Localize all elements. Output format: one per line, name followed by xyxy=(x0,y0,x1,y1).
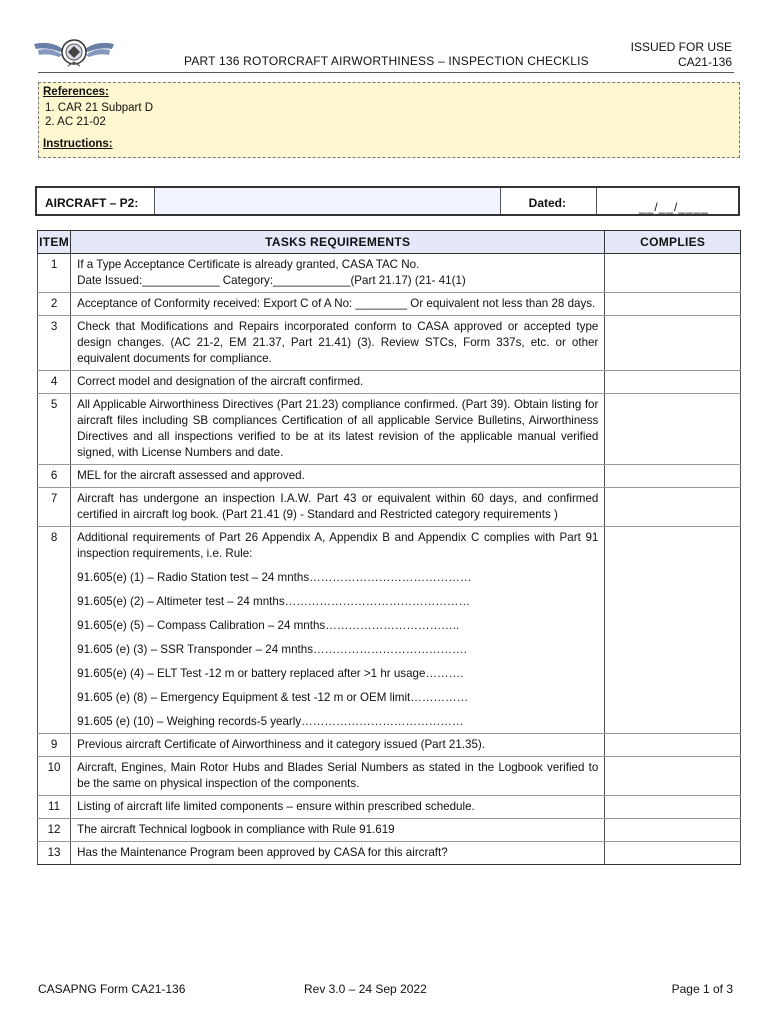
item-number: 7 xyxy=(38,488,71,527)
complies-cell[interactable] xyxy=(605,488,741,527)
task-requirement xyxy=(71,293,605,316)
task-requirement xyxy=(71,757,605,796)
task-text: The aircraft Technical logbook in compliance with Rule 91.619 xyxy=(77,823,395,836)
task-subitem: 91.605 (e) (10) – Weighing records-5 yearly…………………………………… xyxy=(77,715,464,728)
item-number: 2 xyxy=(38,293,71,316)
task-requirement xyxy=(71,371,605,394)
task-text: Listing of aircraft life limited components – ensure within prescribed schedule. xyxy=(77,800,475,813)
task-requirement xyxy=(71,394,605,465)
task-requirement xyxy=(71,254,605,293)
item-number: 10 xyxy=(38,757,71,796)
task-subitem: 91.605(e) (4) – ELT Test -12 m or battery replaced after >1 hr usage………. xyxy=(77,667,464,680)
task-text: Has the Maintenance Program been approved by CASA for this aircraft? xyxy=(77,846,448,859)
task-requirement xyxy=(71,734,605,757)
complies-cell[interactable] xyxy=(605,394,741,465)
item-column-header: ITEM xyxy=(38,231,71,254)
table-row xyxy=(38,757,741,796)
complies-cell[interactable] xyxy=(605,465,741,488)
item-number: 8 xyxy=(38,527,71,734)
task-subitem: 91.605(e) (1) – Radio Station test – 24 mnths…………………………………… xyxy=(77,571,472,584)
task-text: Additional requirements of Part 26 Appendix A, Appendix B and Appendix C complies with Part 91 inspection requirements, i.e. Rule: xyxy=(77,531,599,560)
table-row xyxy=(38,488,741,527)
task-text: Aircraft, Engines, Main Rotor Hubs and Blades Serial Numbers as stated in the Logbook verified to be the same on physical inspection of the components. xyxy=(77,761,599,790)
complies-cell[interactable] xyxy=(605,842,741,865)
complies-cell[interactable] xyxy=(605,796,741,819)
table-row xyxy=(38,254,741,293)
complies-cell[interactable] xyxy=(605,254,741,293)
references-heading: References: xyxy=(43,86,109,98)
task-subitem: 91.605(e) (2) – Altimeter test – 24 mnths………………………………………… xyxy=(77,595,471,608)
complies-cell[interactable] xyxy=(605,293,741,316)
references-box xyxy=(38,82,740,158)
tasks-table-body xyxy=(38,254,741,865)
aircraft-input[interactable] xyxy=(155,188,501,214)
table-row xyxy=(38,371,741,394)
task-text: If a Type Acceptance Certificate is already granted, CASA TAC No. xyxy=(77,258,420,271)
item-number: 13 xyxy=(38,842,71,865)
task-requirement xyxy=(71,842,605,865)
task-subitem: 91.605 (e) (3) – SSR Transponder – 24 mnths…………………………………. xyxy=(77,643,467,656)
task-text: Correct model and designation of the aircraft confirmed. xyxy=(77,375,364,388)
task-requirement xyxy=(71,527,605,734)
reference-item: 1. CAR 21 Subpart D xyxy=(45,102,154,114)
complies-cell[interactable] xyxy=(605,757,741,796)
issued-for-use-label: ISSUED FOR USE xyxy=(630,40,732,54)
aircraft-label: AIRCRAFT – P2: xyxy=(37,188,155,214)
footer-page-number: Page 1 of 3 xyxy=(671,982,733,996)
dated-label: Dated: xyxy=(501,188,597,214)
reference-item: 2. AC 21-02 xyxy=(45,116,106,128)
complies-cell[interactable] xyxy=(605,819,741,842)
task-text: Acceptance of Conformity received: Export C of A No: ________ Or equivalent not less than 28 days. xyxy=(77,297,596,310)
tasks-column-header: TASKS REQUIREMENTS xyxy=(71,231,605,254)
task-requirement xyxy=(71,488,605,527)
table-row xyxy=(38,819,741,842)
document-title: PART 136 ROTORCRAFT AIRWORTHINESS – INSPECTION CHECKLIS xyxy=(184,54,589,68)
item-number: 1 xyxy=(38,254,71,293)
complies-cell[interactable] xyxy=(605,734,741,757)
task-subitem: 91.605(e) (5) – Compass Calibration – 24 mnths…………………………….. xyxy=(77,619,460,632)
complies-cell[interactable] xyxy=(605,371,741,394)
aircraft-row xyxy=(35,186,740,216)
complies-cell[interactable] xyxy=(605,527,741,734)
table-row xyxy=(38,394,741,465)
item-number: 9 xyxy=(38,734,71,757)
tasks-table xyxy=(37,230,741,865)
form-code: CA21-136 xyxy=(677,55,732,69)
table-row xyxy=(38,734,741,757)
item-number: 5 xyxy=(38,394,71,465)
task-subitem: 91.605 (e) (8) – Emergency Equipment & test -12 m or OEM limit…………… xyxy=(77,691,469,704)
instructions-heading: Instructions: xyxy=(43,138,113,150)
issued-block xyxy=(631,40,732,70)
item-number: 11 xyxy=(38,796,71,819)
item-number: 12 xyxy=(38,819,71,842)
complies-cell[interactable] xyxy=(605,316,741,371)
table-row xyxy=(38,465,741,488)
task-requirement xyxy=(71,796,605,819)
task-text: All Applicable Airworthiness Directives (Part 21.23) compliance confirmed. (Part 39). Obtain listing for aircraft files including SB compliances Certification of all applicable Service Bulletins, Airworthiness Directives and all inspections verified to be at its latest revision of the applicable manual verified signed, with License Numbers and date. xyxy=(77,398,599,459)
table-row xyxy=(38,293,741,316)
task-text: Previous aircraft Certificate of Airworthiness and it category issued (Part 21.35). xyxy=(77,738,486,751)
footer-revision: Rev 3.0 – 24 Sep 2022 xyxy=(304,982,427,996)
date-field[interactable]: __/__/____ xyxy=(639,200,710,214)
table-row xyxy=(38,796,741,819)
casa-logo-icon xyxy=(30,30,118,74)
table-header-row xyxy=(38,231,741,254)
task-requirement xyxy=(71,819,605,842)
table-row xyxy=(38,842,741,865)
task-text: MEL for the aircraft assessed and approved. xyxy=(77,469,305,482)
footer-form-id: CASAPNG Form CA21-136 xyxy=(38,982,186,996)
table-row xyxy=(38,527,741,734)
item-number: 3 xyxy=(38,316,71,371)
task-requirement xyxy=(71,465,605,488)
task-subitem: Date Issued:____________ Category:____________(Part 21.17) (21- 41(1) xyxy=(77,274,466,287)
item-number: 6 xyxy=(38,465,71,488)
item-number: 4 xyxy=(38,371,71,394)
header-divider xyxy=(38,72,734,73)
table-row xyxy=(38,316,741,371)
task-text: Check that Modifications and Repairs incorporated conform to CASA approved or accepted type design changes. (AC 21-2, EM 21.37, Part 21.41) (3). Review STCs, Form 337s, etc. or other equivalent documents for compliance. xyxy=(77,320,599,365)
task-text: Aircraft has undergone an inspection I.A.W. Part 43 or equivalent within 60 days, and confirmed certified in aircraft log book. (Part 21.41 (9) - Standard and Restricted category requirements ) xyxy=(77,492,599,521)
complies-column-header: COMPLIES xyxy=(605,231,741,254)
task-requirement xyxy=(71,316,605,371)
